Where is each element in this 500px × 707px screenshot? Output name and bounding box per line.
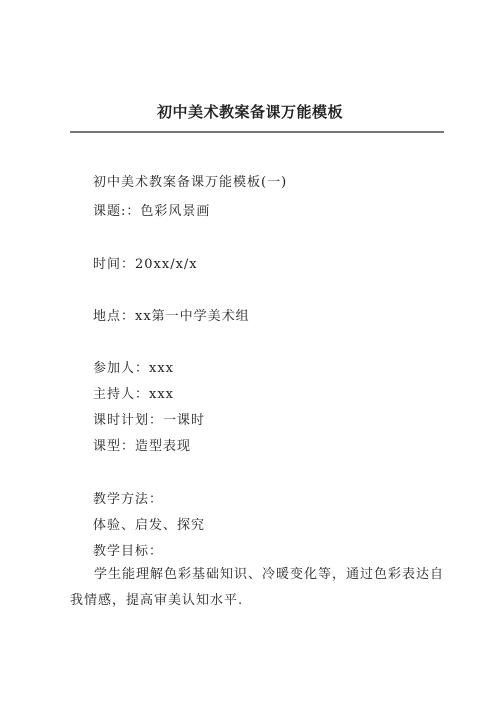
teaching-goal-heading: 教学目标：	[93, 544, 164, 559]
lesson-type-line: 课型：造型表现	[93, 439, 192, 454]
title-divider	[70, 131, 444, 133]
topic-line: 课题:：色彩风景画	[93, 204, 211, 219]
subtitle-line: 初中美术教案备课万能模板(一)	[93, 175, 288, 190]
host-line: 主持人：xxx	[93, 387, 174, 402]
lesson-plan-line: 课时计划：一课时	[93, 413, 206, 428]
teaching-method-heading: 教学方法：	[93, 492, 164, 507]
location-line: 地点：xx第一中学美术组	[93, 309, 250, 324]
document-title: 初中美术教案备课万能模板	[156, 103, 343, 121]
teaching-goal-paragraph: 学生能理解色彩基础知识、冷暖变化等，通过色彩表达自我情感，提高审美认知水平.	[70, 567, 445, 608]
participants-line: 参加人：xxx	[93, 361, 174, 376]
teaching-method-line: 体验、启发、探究	[93, 518, 206, 533]
time-line: 时间：20xx/x/x	[93, 257, 198, 272]
